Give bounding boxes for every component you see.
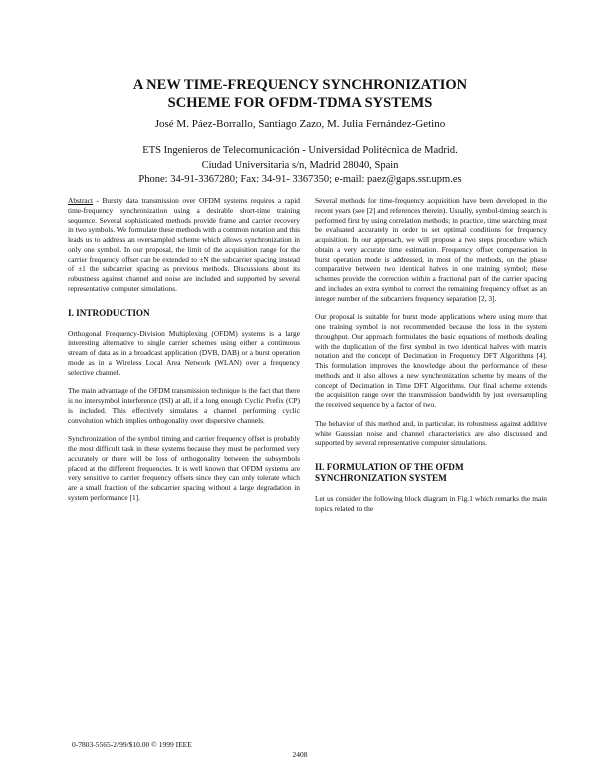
affiliation-line-2: Ciudad Universitaria s/n, Madrid 28040, Spain — [201, 159, 399, 171]
copyright-notice: 0-7803-5565-2/99/$10.00 © 1999 IEEE — [72, 740, 192, 749]
affiliation-block — [40, 144, 560, 188]
section2-heading-line-1: II. FORMULATION OF THE OFDM — [315, 462, 464, 472]
right-paragraph-4: Let us consider the following block diagram in Fig.1 which remarks the main topics related to the — [315, 494, 547, 513]
title-line-1: A NEW TIME-FREQUENCY SYNCHRONIZATION — [132, 77, 468, 93]
right-paragraph-2: Our proposal is suitable for burst mode applications where using more that one training symbol is not recommended because the loss in the system throughput. Our approach formulates the basic equations of methods dealing with the duplication of the first symbol in two identical halves with matrix notation and the concept of Decimation in Frequency DFT Algorithms [4]. This formulation improves the knowledge about the performance of these methods and it also allows a new synchronization scheme by means of the concept of Decimation in Time DFT Algorithms. Our final scheme extends the acquisition range over the transmission bandwidth by just oversampling the received sequence by a factor of two. — [315, 312, 547, 409]
abstract-paragraph — [68, 196, 300, 294]
right-paragraph-3: The behavior of this method and, in particular, its robustness against additive white Gaussian noise and channel characteristics are also discussed and supported by several representative computer simulations. — [315, 418, 547, 448]
abstract-text: - Bursty data transmission over OFDM systems requires a rapid time-frequency synchronization using a desirable short-time training sequence. Several sophisticated methods provide frame and carrier recovery in two symbols. We formulate these methods with a common notation and this leads us to address an oversampled scheme which allows synchronization in only one symbol. In our proposal, the limit of the acquisition range for the carrier frequency offset can be extended to ±N the subcarrier spacing instead of ±1 the subcarrier spacing as previous methods. Discussions about its robustness against channel and noise are included and supported by several representative computer simulations. — [68, 196, 300, 293]
section-heading-formulation — [315, 462, 547, 484]
affiliation-line-1: ETS Ingenieros de Telecomunicación - Universidad Politécnica de Madrid. — [142, 145, 458, 156]
section-heading-introduction: I. INTRODUCTION — [68, 307, 150, 318]
title-line-2: SCHEME FOR OFDM-TDMA SYSTEMS — [167, 95, 433, 111]
right-paragraph-1: Several methods for time-frequency acquisition have been developed in the recent years (see [2] and references therein). Usually, symbol-timing search is performed first by using correlation methods; in practice, time searching must be evaluated accurately in order to set optimal conditions for frequency acquisition. In our approach, we will propose a two steps procedure which obtain a very accurate time estimation. Frequency offset compensation in burst operation mode is addressed, in most of the methods, on the phase comparative between two identical halves in one training symbol; these schemes provide the correction within a fractional part of the carrier spacing and includes an extra symbol to correct the remaining frequency offset as an integer number of the subcarriers frequency separation [2, 3]. — [315, 196, 547, 303]
section2-heading-line-2: SYNCHRONIZATION SYSTEM — [315, 473, 447, 483]
abstract-label: Abstract — [68, 196, 94, 205]
intro-paragraph-2: The main advantage of the OFDM transmission technique is the fact that there is no intersymbol interference (ISI) at all, if a long enough Cyclic Prefix (CP) is included. This effectively simulates a channel performing cyclic convolution which implies orthogonality over dispersive channels. — [68, 386, 300, 425]
intro-paragraph-1: Orthogonal Frequency-Division Multiplexing (OFDM) systems is a large interesting alternative to single carrier schemes using either a continuous stream of data as in a broadcast application (DVB, DAB) or a burst operation mode as in a Wireless Local Area Network (WLAN) over a frequency selective channel. — [68, 328, 300, 377]
author-list: José M. Páez-Borrallo, Santiago Zazo, M. Julia Fernández-Getino — [154, 118, 446, 130]
page-number: 2408 — [292, 750, 308, 759]
intro-paragraph-3: Synchronization of the symbol timing and carrier frequency offset is probably the most difficult task in these systems because they must be performed very accurately or there will be loss of orthogonality between the subsymbols placed at the different frequencies. It is well known that OFDM systems are very sensitive to carrier frequency offsets since they can only tolerate which are a small fraction of the subcarrier spacing without a large degradation in system performance [1]. — [68, 434, 300, 502]
affiliation-line-3: Phone: 34-91-3367280; Fax: 34-91- 3367350; e-mail: paez@gaps.ssr.upm.es — [138, 174, 462, 185]
paper-title — [60, 76, 540, 112]
left-column — [68, 196, 300, 512]
right-column — [315, 196, 547, 523]
